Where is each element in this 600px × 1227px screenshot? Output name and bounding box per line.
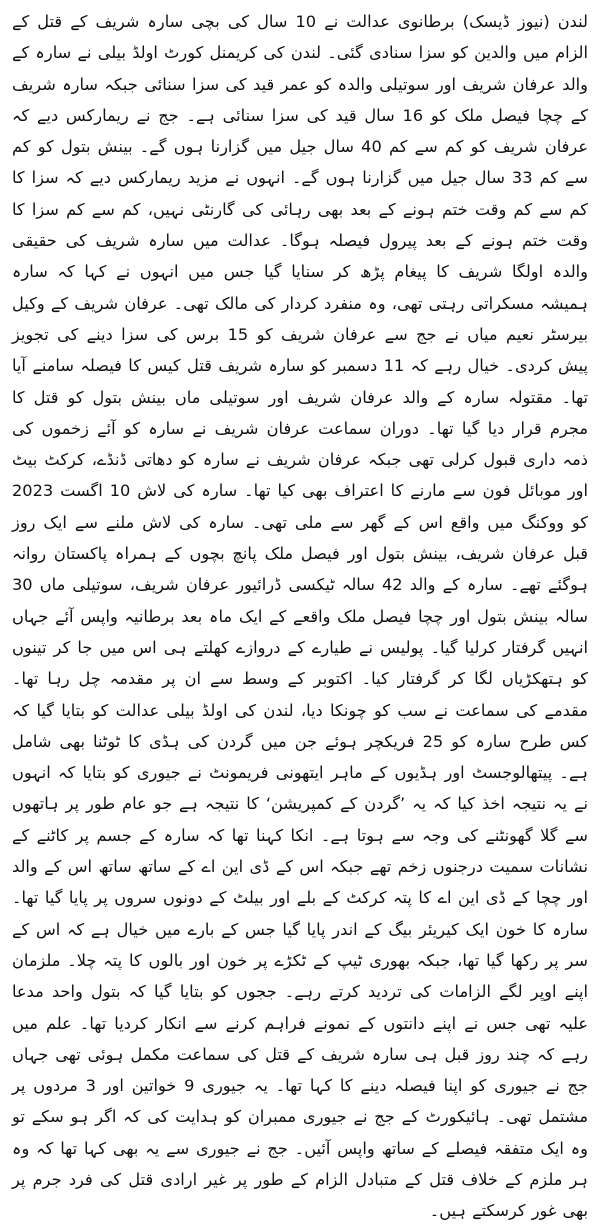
article-body: لندن (نیوز ڈیسک) برطانوی عدالت نے 10 سال کی بچی سارہ شریف کے قتل کے الزام میں والدین کو سزا سنادی گئی۔ لندن کی کریمنل کورٹ اولڈ بیلی نے سارہ کے والد عرفان شریف اور سوتیلی والدہ کو عمر قید کی سزا سنائی جبکہ سارہ شریف کے چچا فیصل ملک کو 16 سال قید کی سزا سنائی ہے۔ جج نے ریمارکس دیے کہ عرفان شریف کو کم سے کم 40 سال جیل میں گزارنا ہوں گے۔ بینش بتول کو کم سے کم 33 سال جیل میں گزارنا ہوں گے۔ انہوں نے مزید ریمارکس دیے کہ سزا کا کم سے کم وقت ختم ہونے کے بعد بھی رہائی کی گارنٹی نہیں، کم سے کم سزا کا وقت ختم ہونے کے بعد پیرول فیصلہ ہوگا۔ عدالت میں سارہ شریف کی حقیقی والدہ اولگا شریف کا پیغام پڑھ کر سنایا گیا جس میں انہوں نے کہا کہ سارہ ہمیشہ مسکراتی رہتی تھی، وہ منفرد کردار کی مالک تھی۔ عرفان شریف کے وکیل بیرسٹر نعیم میاں نے جج سے عرفان شریف کو 15 برس کی سزا دینے کی تجویز پیش کردی۔ خیال رہے کہ 11 دسمبر کو سارہ شریف قتل کیس کا فیصلہ سامنے آیا تھا۔ مقتولہ سارہ کے والد عرفان شریف اور سوتیلی ماں بینش بتول کو قتل کا مجرم قرار دیا گیا تھا۔ دوران سماعت عرفان شریف نے سارہ کو آئے زخموں کی ذمہ داری قبول کرلی تھی جبکہ عرفان شریف نے سارہ کو دھاتی ڈنڈے، کرکٹ بیٹ اور موبائل فون سے مارنے کا اعتراف بھی کیا تھا۔ سارہ کی لاش 10 اگست 2023 کو ووکنگ میں واقع اس کے گھر سے ملی تھی۔ سارہ کی لاش ملنے سے ایک روز قبل عرفان شریف، بینش بتول اور فیصل ملک پانچ بچوں کے ہمراہ پاکستان روانہ ہوگئے تھے۔ سارہ کے والد 42 سالہ ٹیکسی ڈرائیور عرفان شریف، سوتیلی ماں 30 سالہ بینش بتول اور چچا فیصل ملک واقعے کے ایک ماہ بعد برطانیہ واپس آئے جہاں انہیں گرفتار کرلیا گیا۔ پولیس نے طیارے کے دروازے کھلتے ہی اس میں جا کر تینوں کو ہتھکڑیاں لگا کر گرفتار کیا۔ اکتوبر کے وسط سے ان پر مقدمہ چل رہا تھا۔ مقدمے کی سماعت نے سب کو چونکا دیا، لندن کی اولڈ بیلی عدالت کو بتایا گیا کہ کس طرح سارہ کو 25 فریکچر ہوئے جن میں گردن کی ہڈی کا ٹوٹنا بھی شامل ہے۔ پیتھالوجسٹ اور ہڈیوں کے ماہر ایتھونی فریمونٹ نے جیوری کو بتایا کہ انہوں نے یہ نتیجہ اخذ کیا کہ یہ ’گردن کے کمپریشن‘ کا نتیجہ ہے جو عام طور پر ہاتھوں سے گلا گھونٹنے کی وجہ سے ہوتا ہے۔ انکا کہنا تھا کہ سارہ کے جسم پر کاٹنے کے نشانات سمیت درجنوں زخم تھے جبکہ اس کے ڈی این اے کے ساتھ ساتھ اس کے والد اور چچا کے ڈی این اے کا پتہ کرکٹ کے بلے اور بیلٹ کے دونوں سروں پر پایا گیا تھا۔ سارہ کا خون ایک کیریئر بیگ کے اندر پایا گیا جس کے بارے میں خیال ہے کہ اس کے سر پر رکھا گیا تھا، جبکہ بھوری ٹیپ کے ٹکڑے پر خون اور بالوں کا پتہ چلا۔ ملزمان اپنے اوپر لگے الزامات کی تردید کرتے رہے۔ ججوں کو بتایا گیا کہ بتول واحد مدعا علیہ تھی جس نے اپنے دانتوں کے نمونے فراہم کرنے سے انکار کردیا تھا۔ علم میں رہے کہ چند روز قبل ہی سارہ شریف کے قتل کی سماعت مکمل ہوئی تھی جہاں جج نے جیوری کو اپنا فیصلہ دینے کا کہا تھا۔ یہ جیوری 9 خواتین اور 3 مردوں پر مشتمل تھی۔ ہائیکورٹ کے جج نے جیوری ممبران کو ہدایت کی کہ اگر ہو سکے تو وہ ایک متفقہ فیصلے کے ساتھ واپس آئیں۔ جج نے جیوری سے یہ بھی کہا تھا کہ وہ ہر ملزم کے خلاف قتل کے متبادل الزام کے طور پر غیر ارادی قتل کی فرد جرم پر بھی غور کرسکتے ہیں۔ bbox=[12, 12, 588, 1221]
